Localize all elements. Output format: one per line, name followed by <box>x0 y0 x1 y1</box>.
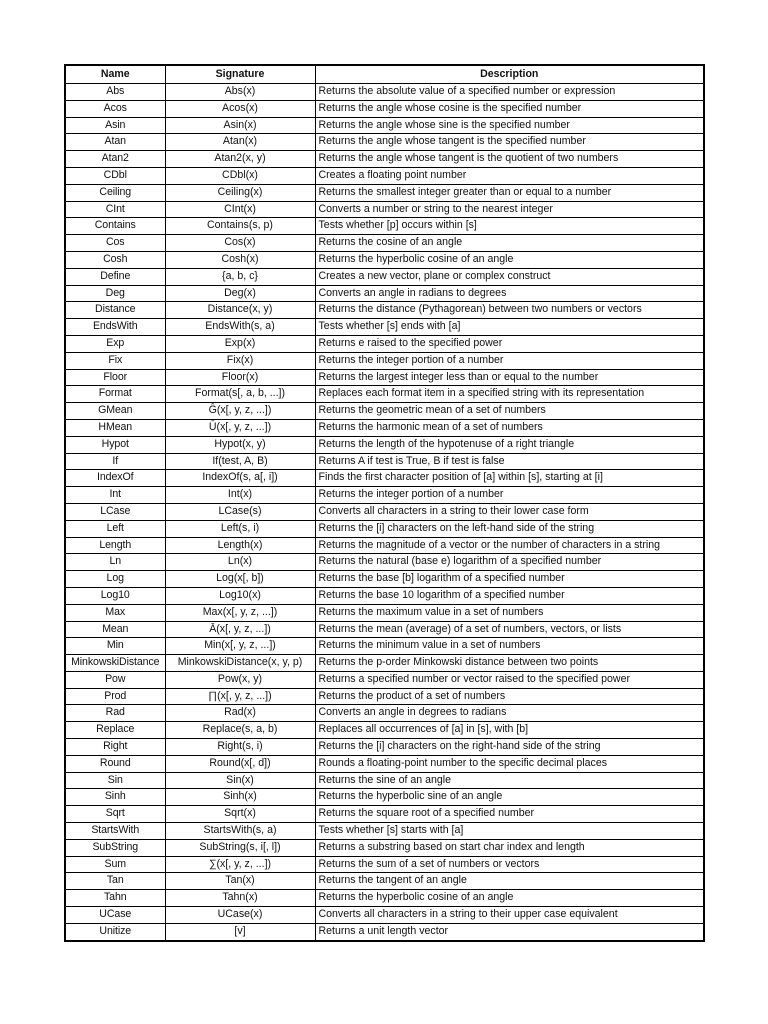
function-name-cell: Contains <box>65 218 165 235</box>
table-row <box>65 201 704 218</box>
function-description-cell: Returns the angle whose tangent is the specified number <box>315 134 704 151</box>
function-signature-cell: MinkowskiDistance(x, y, p) <box>165 655 315 672</box>
function-name-cell: Atan2 <box>65 151 165 168</box>
table-row <box>65 722 704 739</box>
function-signature-cell: Ā(x[, y, z, ...]) <box>165 621 315 638</box>
function-name-cell: Sqrt <box>65 806 165 823</box>
function-name-cell: Tan <box>65 873 165 890</box>
function-name-cell: UCase <box>65 907 165 924</box>
function-name-cell: Distance <box>65 302 165 319</box>
function-signature-cell: Sqrt(x) <box>165 806 315 823</box>
function-signature-cell: Exp(x) <box>165 335 315 352</box>
function-name-cell: MinkowskiDistance <box>65 655 165 672</box>
function-description-cell: Returns a substring based on start char index and length <box>315 839 704 856</box>
function-description-cell: Converts a number or string to the nearest integer <box>315 201 704 218</box>
function-description-cell: Tests whether [s] starts with [a] <box>315 823 704 840</box>
function-description-cell: Returns a specified number or vector raised to the specified power <box>315 671 704 688</box>
function-name-cell: SubString <box>65 839 165 856</box>
function-name-cell: Log10 <box>65 587 165 604</box>
table-row <box>65 907 704 924</box>
function-name-cell: Sum <box>65 856 165 873</box>
function-signature-cell: CDbl(x) <box>165 167 315 184</box>
function-description-cell: Converts an angle in degrees to radians <box>315 705 704 722</box>
function-description-cell: Returns a unit length vector <box>315 923 704 940</box>
function-description-cell: Converts all characters in a string to their lower case form <box>315 503 704 520</box>
function-name-cell: Left <box>65 520 165 537</box>
function-signature-cell: Replace(s, a, b) <box>165 722 315 739</box>
table-row <box>65 134 704 151</box>
table-row <box>65 470 704 487</box>
function-reference-table <box>64 64 705 942</box>
function-signature-cell: Max(x[, y, z, ...]) <box>165 604 315 621</box>
function-description-cell: Returns the angle whose tangent is the quotient of two numbers <box>315 151 704 168</box>
function-signature-cell: ∏(x[, y, z, ...]) <box>165 688 315 705</box>
function-name-cell: Prod <box>65 688 165 705</box>
function-signature-cell: IndexOf(s, a[, i]) <box>165 470 315 487</box>
table-row <box>65 302 704 319</box>
function-name-cell: Tahn <box>65 890 165 907</box>
function-description-cell: Converts all characters in a string to their upper case equivalent <box>315 907 704 924</box>
table-row <box>65 453 704 470</box>
table-row <box>65 789 704 806</box>
function-name-cell: Fix <box>65 352 165 369</box>
function-name-cell: Abs <box>65 84 165 101</box>
function-name-cell: Right <box>65 739 165 756</box>
function-name-cell: If <box>65 453 165 470</box>
function-name-cell: IndexOf <box>65 470 165 487</box>
table-body <box>65 84 704 941</box>
table-row <box>65 923 704 940</box>
function-name-cell: Define <box>65 268 165 285</box>
function-name-cell: Int <box>65 487 165 504</box>
function-description-cell: Returns the angle whose cosine is the specified number <box>315 100 704 117</box>
function-description-cell: Returns the smallest integer greater than or equal to a number <box>315 184 704 201</box>
table-row <box>65 503 704 520</box>
function-signature-cell: ∑(x[, y, z, ...]) <box>165 856 315 873</box>
column-header-description: Description <box>315 65 704 84</box>
function-signature-cell: Ln(x) <box>165 554 315 571</box>
table-row <box>65 251 704 268</box>
table-row <box>65 755 704 772</box>
table-row <box>65 218 704 235</box>
function-name-cell: Rad <box>65 705 165 722</box>
function-signature-cell: Tan(x) <box>165 873 315 890</box>
table-row <box>65 856 704 873</box>
function-description-cell: Returns the sine of an angle <box>315 772 704 789</box>
function-name-cell: Min <box>65 638 165 655</box>
table-row <box>65 671 704 688</box>
function-name-cell: Exp <box>65 335 165 352</box>
table-row <box>65 403 704 420</box>
table-row <box>65 604 704 621</box>
table-header-row <box>65 65 704 84</box>
table-row <box>65 655 704 672</box>
function-description-cell: Returns the natural (base e) logarithm of a specified number <box>315 554 704 571</box>
function-description-cell: Creates a floating point number <box>315 167 704 184</box>
function-signature-cell: UCase(x) <box>165 907 315 924</box>
function-description-cell: Returns the distance (Pythagorean) between two numbers or vectors <box>315 302 704 319</box>
function-description-cell: Returns the hyperbolic cosine of an angle <box>315 890 704 907</box>
table-row <box>65 419 704 436</box>
function-description-cell: Tests whether [p] occurs within [s] <box>315 218 704 235</box>
function-signature-cell: {a, b, c} <box>165 268 315 285</box>
function-signature-cell: Pow(x, y) <box>165 671 315 688</box>
function-name-cell: Format <box>65 386 165 403</box>
column-header-signature: Signature <box>165 65 315 84</box>
function-signature-cell: Round(x[, d]) <box>165 755 315 772</box>
table-row <box>65 554 704 571</box>
table-row <box>65 335 704 352</box>
function-signature-cell: Tahn(x) <box>165 890 315 907</box>
function-name-cell: GMean <box>65 403 165 420</box>
function-name-cell: Sin <box>65 772 165 789</box>
function-signature-cell: Log10(x) <box>165 587 315 604</box>
function-signature-cell: CInt(x) <box>165 201 315 218</box>
table-row <box>65 100 704 117</box>
table-row <box>65 839 704 856</box>
function-name-cell: Deg <box>65 285 165 302</box>
table-row <box>65 167 704 184</box>
function-description-cell: Returns the [i] characters on the right-hand side of the string <box>315 739 704 756</box>
function-name-cell: Floor <box>65 369 165 386</box>
function-signature-cell: Format(s[, a, b, ...]) <box>165 386 315 403</box>
function-description-cell: Returns the length of the hypotenuse of a right triangle <box>315 436 704 453</box>
function-description-cell: Returns the p-order Minkowski distance between two points <box>315 655 704 672</box>
function-description-cell: Returns A if test is True, B if test is false <box>315 453 704 470</box>
function-signature-cell: Right(s, i) <box>165 739 315 756</box>
function-name-cell: Ceiling <box>65 184 165 201</box>
function-signature-cell: Ū(x[, y, z, ...]) <box>165 419 315 436</box>
function-description-cell: Returns the base [b] logarithm of a specified number <box>315 571 704 588</box>
function-name-cell: Unitize <box>65 923 165 940</box>
table-row <box>65 890 704 907</box>
function-signature-cell: Left(s, i) <box>165 520 315 537</box>
function-signature-cell: Rad(x) <box>165 705 315 722</box>
function-signature-cell: Sinh(x) <box>165 789 315 806</box>
table-row <box>65 369 704 386</box>
function-signature-cell: Log(x[, b]) <box>165 571 315 588</box>
table-row <box>65 436 704 453</box>
table-row <box>65 84 704 101</box>
function-signature-cell: Atan(x) <box>165 134 315 151</box>
function-signature-cell: SubString(s, i[, l]) <box>165 839 315 856</box>
function-description-cell: Returns the tangent of an angle <box>315 873 704 890</box>
function-name-cell: Ln <box>65 554 165 571</box>
function-signature-cell: Length(x) <box>165 537 315 554</box>
function-description-cell: Returns the square root of a specified number <box>315 806 704 823</box>
function-description-cell: Replaces each format item in a specified string with its representation <box>315 386 704 403</box>
table-row <box>65 823 704 840</box>
table-row <box>65 806 704 823</box>
function-signature-cell: Sin(x) <box>165 772 315 789</box>
table-row <box>65 352 704 369</box>
table-row <box>65 184 704 201</box>
function-signature-cell: Atan2(x, y) <box>165 151 315 168</box>
function-name-cell: Hypot <box>65 436 165 453</box>
column-header-name: Name <box>65 65 165 84</box>
table-row <box>65 520 704 537</box>
function-description-cell: Returns the absolute value of a specified number or expression <box>315 84 704 101</box>
function-signature-cell: EndsWith(s, a) <box>165 319 315 336</box>
table-row <box>65 386 704 403</box>
function-name-cell: Length <box>65 537 165 554</box>
table-row <box>65 571 704 588</box>
function-name-cell: Sinh <box>65 789 165 806</box>
function-description-cell: Rounds a floating-point number to the specific decimal places <box>315 755 704 772</box>
function-signature-cell: Ceiling(x) <box>165 184 315 201</box>
function-signature-cell: If(test, A, B) <box>165 453 315 470</box>
function-name-cell: Max <box>65 604 165 621</box>
function-signature-cell: Distance(x, y) <box>165 302 315 319</box>
function-signature-cell: Fix(x) <box>165 352 315 369</box>
function-description-cell: Returns the base 10 logarithm of a specified number <box>315 587 704 604</box>
table-row <box>65 537 704 554</box>
function-name-cell: Acos <box>65 100 165 117</box>
function-description-cell: Returns the product of a set of numbers <box>315 688 704 705</box>
function-description-cell: Returns the hyperbolic sine of an angle <box>315 789 704 806</box>
function-description-cell: Tests whether [s] ends with [a] <box>315 319 704 336</box>
function-name-cell: CInt <box>65 201 165 218</box>
function-description-cell: Returns the minimum value in a set of numbers <box>315 638 704 655</box>
function-description-cell: Returns the magnitude of a vector or the number of characters in a string <box>315 537 704 554</box>
function-signature-cell: Acos(x) <box>165 100 315 117</box>
table-row <box>65 117 704 134</box>
function-description-cell: Returns the harmonic mean of a set of numbers <box>315 419 704 436</box>
function-signature-cell: Asin(x) <box>165 117 315 134</box>
function-description-cell: Returns the [i] characters on the left-hand side of the string <box>315 520 704 537</box>
table-row <box>65 621 704 638</box>
table-row <box>65 688 704 705</box>
table-row <box>65 587 704 604</box>
table-row <box>65 319 704 336</box>
function-description-cell: Converts an angle in radians to degrees <box>315 285 704 302</box>
function-signature-cell: Cos(x) <box>165 235 315 252</box>
function-description-cell: Creates a new vector, plane or complex construct <box>315 268 704 285</box>
function-name-cell: HMean <box>65 419 165 436</box>
function-description-cell: Returns the sum of a set of numbers or vectors <box>315 856 704 873</box>
function-signature-cell: StartsWith(s, a) <box>165 823 315 840</box>
function-description-cell: Replaces all occurrences of [a] in [s], with [b] <box>315 722 704 739</box>
function-name-cell: Cosh <box>65 251 165 268</box>
function-signature-cell: Cosh(x) <box>165 251 315 268</box>
function-signature-cell: Hypot(x, y) <box>165 436 315 453</box>
function-name-cell: EndsWith <box>65 319 165 336</box>
function-name-cell: CDbl <box>65 167 165 184</box>
table-row <box>65 151 704 168</box>
function-name-cell: Pow <box>65 671 165 688</box>
table-row <box>65 772 704 789</box>
function-signature-cell: Abs(x) <box>165 84 315 101</box>
function-name-cell: Atan <box>65 134 165 151</box>
function-signature-cell: Deg(x) <box>165 285 315 302</box>
table-row <box>65 268 704 285</box>
table-row <box>65 705 704 722</box>
table-row <box>65 285 704 302</box>
function-signature-cell: LCase(s) <box>165 503 315 520</box>
function-description-cell: Returns the hyperbolic cosine of an angle <box>315 251 704 268</box>
function-description-cell: Finds the first character position of [a] within [s], starting at [i] <box>315 470 704 487</box>
function-name-cell: Replace <box>65 722 165 739</box>
table-row <box>65 235 704 252</box>
function-name-cell: Mean <box>65 621 165 638</box>
table-row <box>65 638 704 655</box>
function-signature-cell: Contains(s, p) <box>165 218 315 235</box>
function-description-cell: Returns the angle whose sine is the specified number <box>315 117 704 134</box>
function-description-cell: Returns the mean (average) of a set of numbers, vectors, or lists <box>315 621 704 638</box>
function-name-cell: Log <box>65 571 165 588</box>
table-row <box>65 873 704 890</box>
function-name-cell: Cos <box>65 235 165 252</box>
function-signature-cell: Min(x[, y, z, ...]) <box>165 638 315 655</box>
function-description-cell: Returns the cosine of an angle <box>315 235 704 252</box>
function-signature-cell: Floor(x) <box>165 369 315 386</box>
function-name-cell: Round <box>65 755 165 772</box>
function-description-cell: Returns e raised to the specified power <box>315 335 704 352</box>
table-row <box>65 487 704 504</box>
function-signature-cell: Ĝ(x[, y, z, ...]) <box>165 403 315 420</box>
function-description-cell: Returns the largest integer less than or equal to the number <box>315 369 704 386</box>
function-name-cell: Asin <box>65 117 165 134</box>
function-name-cell: StartsWith <box>65 823 165 840</box>
function-description-cell: Returns the integer portion of a number <box>315 487 704 504</box>
function-description-cell: Returns the maximum value in a set of numbers <box>315 604 704 621</box>
function-description-cell: Returns the integer portion of a number <box>315 352 704 369</box>
table-row <box>65 739 704 756</box>
function-description-cell: Returns the geometric mean of a set of numbers <box>315 403 704 420</box>
function-name-cell: LCase <box>65 503 165 520</box>
function-signature-cell: Int(x) <box>165 487 315 504</box>
function-signature-cell: [v] <box>165 923 315 940</box>
